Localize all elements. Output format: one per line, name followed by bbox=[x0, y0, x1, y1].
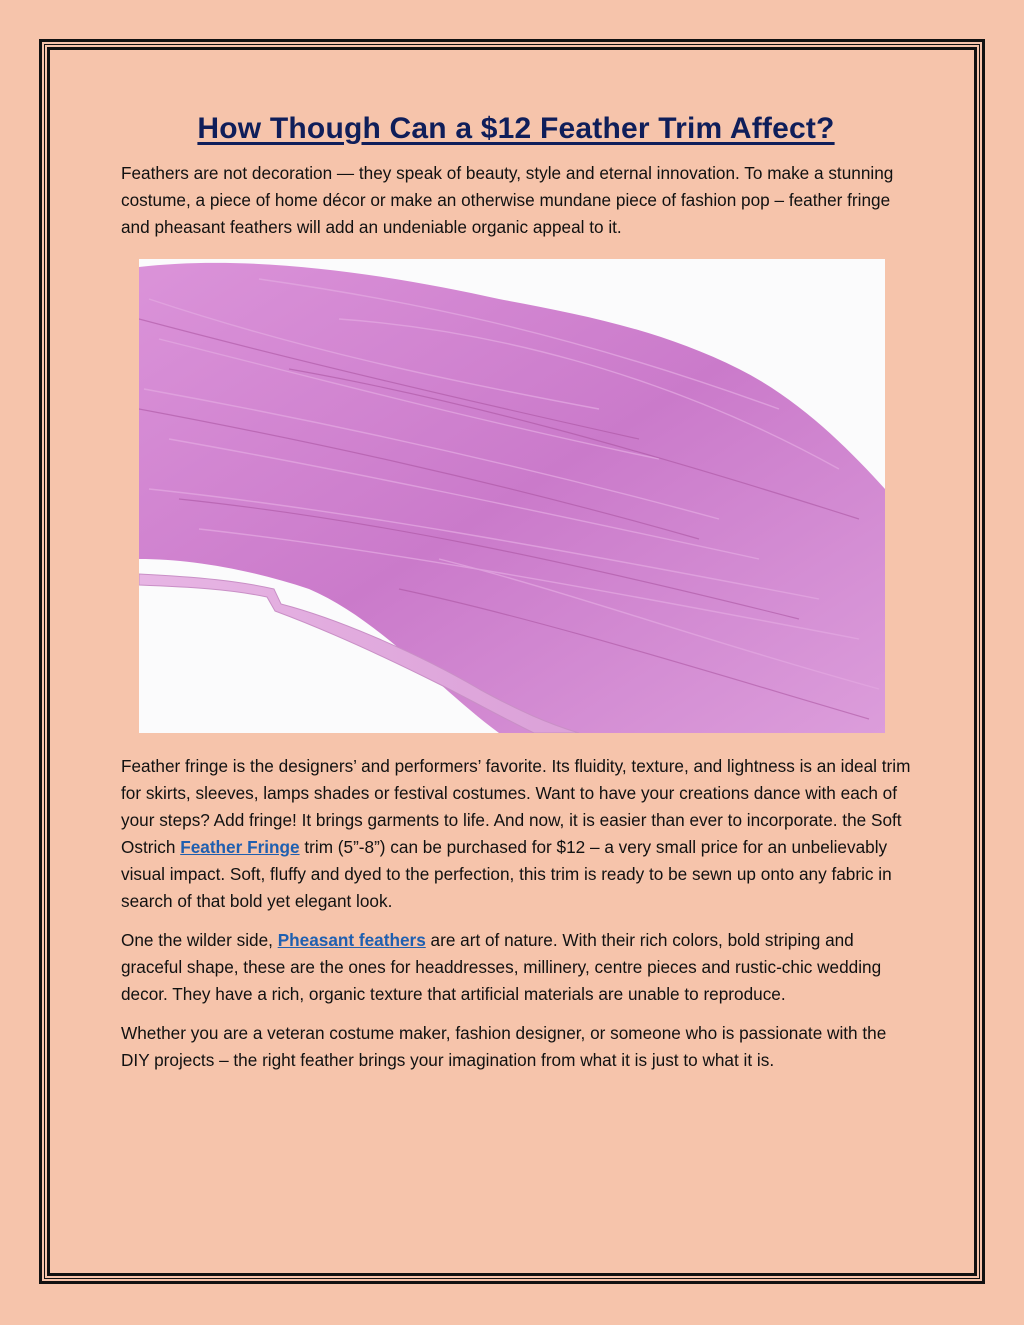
article-title: How Though Can a $12 Feather Trim Affect? bbox=[197, 112, 835, 145]
fringe-text-before: Feather fringe is the designers’ and performers’ favorite. Its fluidity, texture, and lightness is an ideal trim for skirts, sleeves, lamps shades or festival costumes. Want to have your creations dance with each of your steps? Add fringe! It brings garments to life. And now, it is easier than ever to incorporate. the Soft Ostrich bbox=[121, 756, 911, 857]
feather-fringe-illustration bbox=[139, 259, 885, 733]
feather-fringe-link[interactable]: Feather Fringe bbox=[180, 837, 300, 857]
closing-paragraph: Whether you are a veteran costume maker, fashion designer, or someone who is passionate with the DIY projects – the right feather brings your imagination from what it is just to what it is. bbox=[121, 1023, 887, 1070]
pheasant-feathers-link[interactable]: Pheasant feathers bbox=[277, 930, 426, 950]
pheasant-paragraph bbox=[121, 927, 911, 1008]
pheasant-text-before: One the wilder side, bbox=[121, 930, 278, 950]
feather-fringe-image bbox=[139, 259, 885, 733]
fringe-text-after: trim (5”-8”) can be purchased for $12 – a very small price for an unbelievably visual impact. Soft, fluffy and dyed to the perfection, this trim is ready to be sewn up onto any fabric in search of that bold yet elegant look. bbox=[121, 837, 892, 911]
pheasant-text-after: are art of nature. With their rich colors, bold striping and graceful shape, these are the ones for headdresses, millinery, centre pieces and rustic-chic wedding decor. They have a rich, organic texture that artificial materials are unable to reproduce. bbox=[121, 930, 882, 1004]
fringe-paragraph bbox=[121, 753, 911, 915]
intro-paragraph: Feathers are not decoration — they speak of beauty, style and eternal innovation. To make a stunning costume, a piece of home décor or make an otherwise mundane piece of fashion pop – feather fringe and pheasant feathers will add an undeniable organic appeal to it. bbox=[121, 163, 894, 237]
article bbox=[121, 112, 911, 1086]
